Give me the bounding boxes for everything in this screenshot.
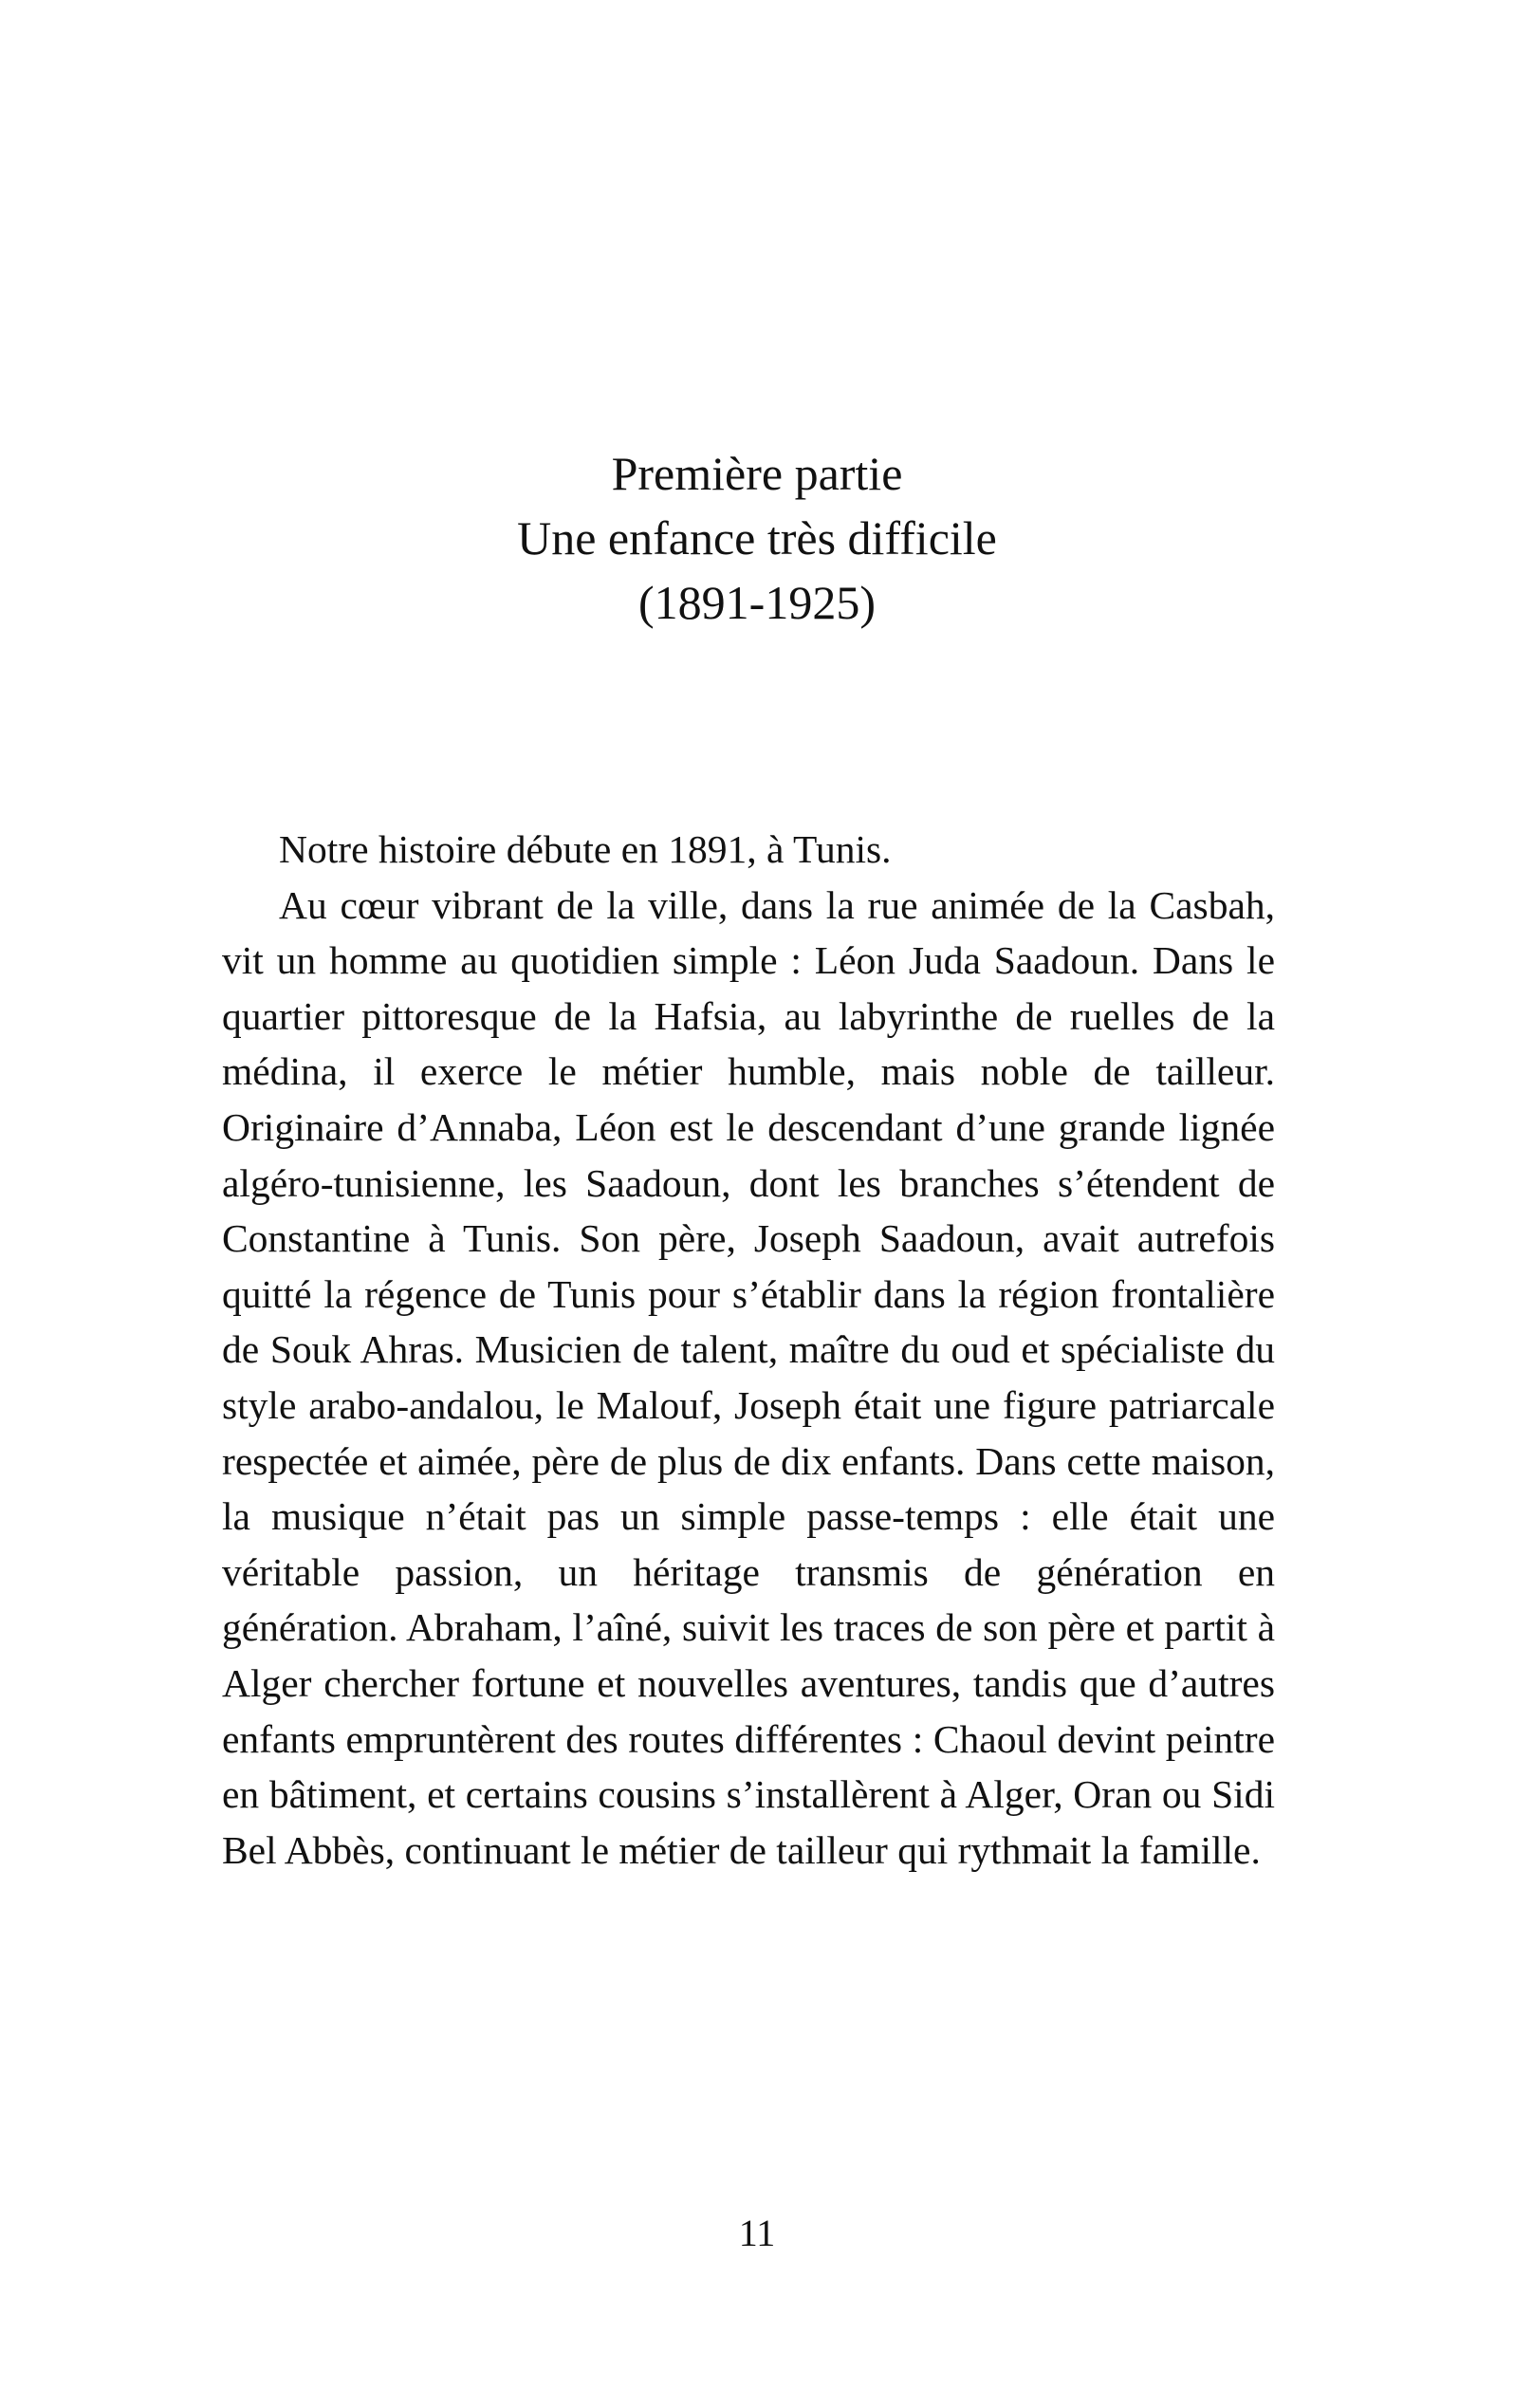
chapter-dates: (1891-1925) xyxy=(638,576,876,629)
paragraph: Au cœur vibrant de la ville, dans la rue animée de la Casbah, vit un homme au quotidien simple : Léon Juda Saadoun. Dans le quartier pittoresque de la Hafsia, au labyrinthe de ruelles de la médina, il exerce le métier humble, mais noble de tailleur. Originaire d’Annaba, Léon est le descendant d’une grande lignée algéro-tunisienne, les Saadoun, dont les branches s’étendent de Constantine à Tunis. Son père, Joseph Saadoun, avait autrefois quitté la régence de Tunis pour s’établir dans la région frontalière de Souk Ahras. Musicien de talent, maître du oud et spécialiste du style arabo-andalou, le Malouf, Joseph était une figure patriarcale respectée et aimée, père de plus de dix enfants. Dans cette maison, la musique n’était pas un simple passe-temps : elle était une véritable passion, un héritage transmis de génération en génération. Abraham, l’aîné, suivit les traces de son père et partit à Alger chercher fortune et nouvelles aventures, tandis que d’autres enfants empruntèrent des routes différentes : Chaoul devint peintre en bâtiment, et certains cousins s’installèrent à Alger, Oran ou Sidi Bel Abbès, continuant le métier de tailleur qui rythmait la famille. xyxy=(222,882,1275,1872)
body-text xyxy=(222,822,1275,1878)
chapter-heading xyxy=(0,441,1514,635)
part-title: Première partie xyxy=(611,447,903,500)
page-number: 11 xyxy=(738,2212,776,2254)
chapter-title: Une enfance très difficile xyxy=(517,511,997,565)
paragraph: Notre histoire débute en 1891, à Tunis. xyxy=(279,827,892,871)
